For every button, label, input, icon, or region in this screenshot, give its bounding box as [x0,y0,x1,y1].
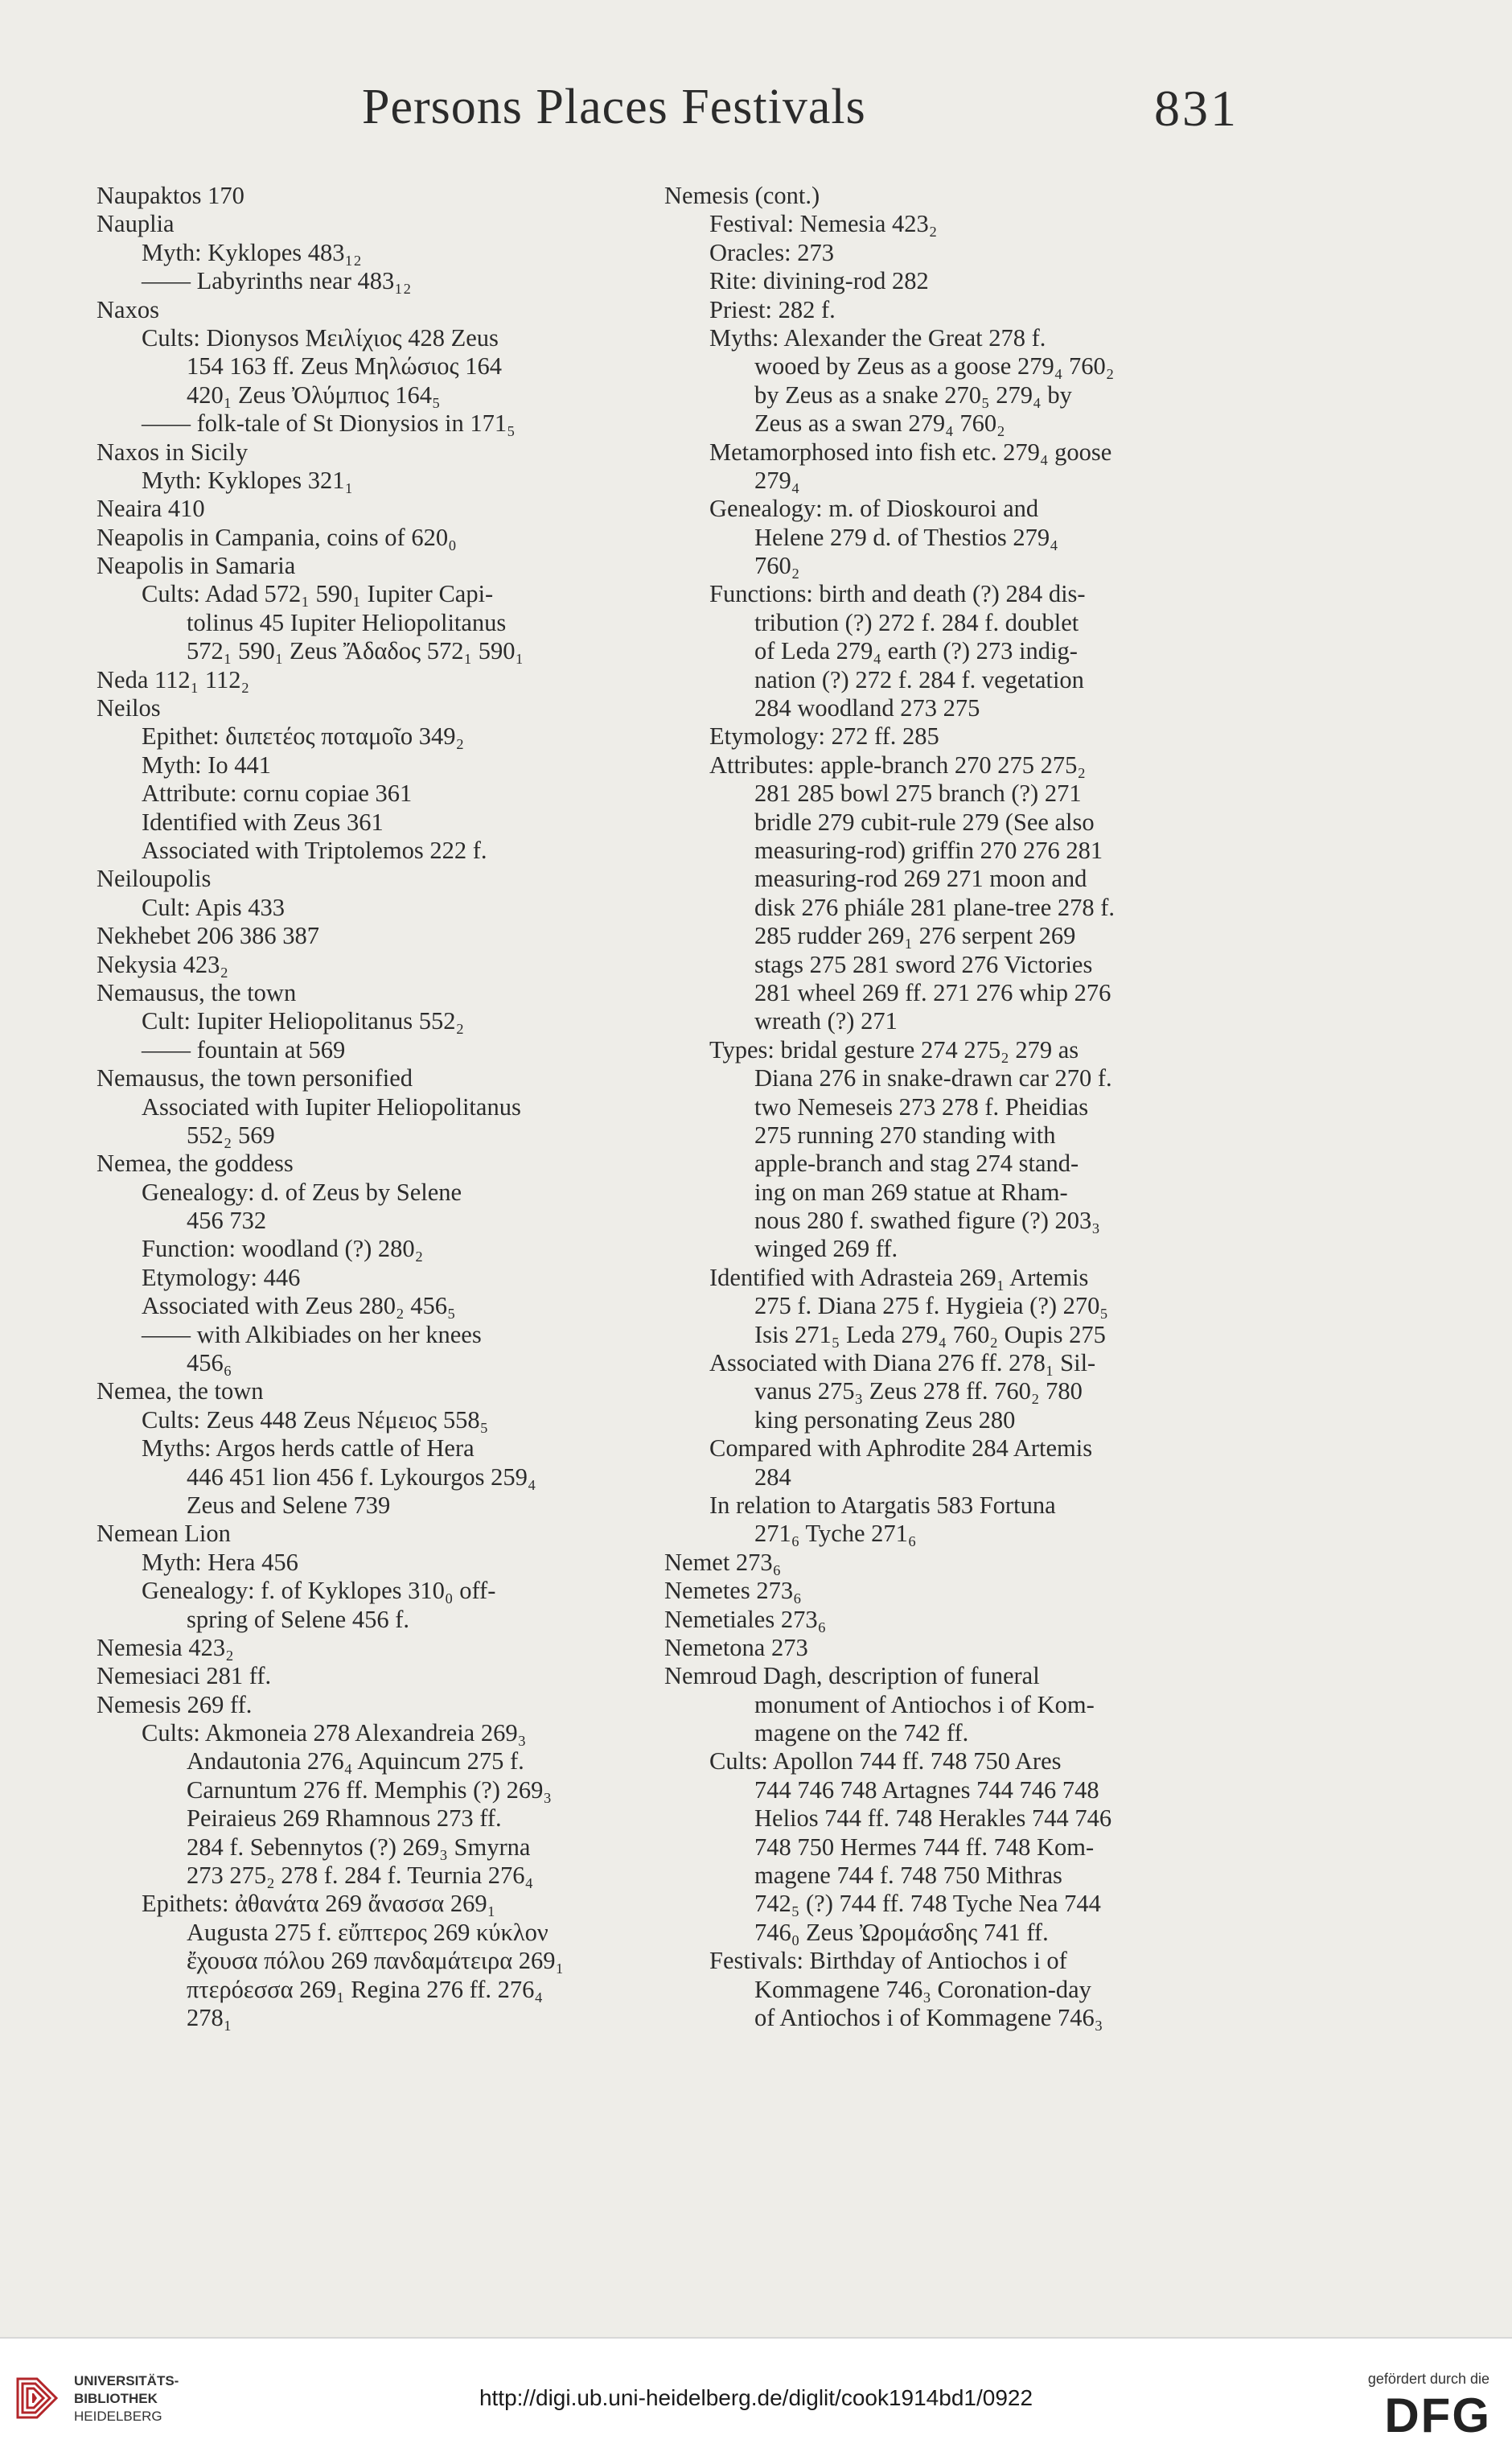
index-entry-line: Myths: Alexander the Great 278 f. [709,323,1046,352]
index-entry-line: Epithets: ἀθανάτα 269 ἄνασσα 269₁ [142,1890,496,1918]
index-entry-line: Neapolis in Samaria [97,552,296,580]
index-entry-line: Identified with Adrasteia 269₁ Artemis [709,1263,1089,1291]
index-entry-line: Nemesia 423₂ [97,1633,234,1661]
index-entry-line: In relation to Atargatis 583 Fortuna [709,1491,1056,1519]
index-entry-line: magene 744 f. 748 750 Mithras [754,1862,1062,1890]
index-entry-line: Neilos [97,694,161,722]
index-entry-line: Nemausus, the town personified [97,1064,413,1092]
index-entry-line: Cults: Adad 572₁ 590₁ Iupiter Capi- [142,580,494,608]
index-entry-line: Andautonia 276₄ Aquincum 275 f. [187,1747,524,1775]
index-entry-line: king personating Zeus 280 [754,1405,1016,1434]
index-entry-line: Festival: Nemesia 423₂ [709,210,938,238]
index-entry-line: Nemesiaci 281 ff. [97,1662,272,1690]
index-entry-line: Oracles: 273 [709,238,834,266]
index-entry-line: Cults: Apollon 744 ff. 748 750 Ares [709,1747,1062,1775]
index-entry-line: Neaira 410 [97,495,205,523]
index-entry-line: nous 280 f. swathed figure (?) 203₃ [754,1207,1100,1235]
index-entry-line: Function: woodland (?) 280₂ [142,1235,424,1263]
index-entry-line: Nemroud Dagh, description of funeral [664,1662,1040,1690]
index-entry-line: tolinus 45 Iupiter Heliopolitanus [187,608,507,636]
running-head-title: Persons Places Festivals [362,80,866,134]
index-entry-line: Genealogy: f. of Kyklopes 310₀ off- [142,1577,496,1605]
index-entry-line: measuring-rod) griffin 270 276 281 [754,836,1103,864]
index-entry-line: Neda 112₁ 112₂ [97,665,250,693]
index-entry-line: Peiraieus 269 Rhamnous 273 ff. [187,1804,502,1833]
index-entry-line: 279₄ [754,466,800,494]
index-entry-line: Nemea, the goddess [97,1150,294,1178]
index-entry-line: —— Labyrinths near 483₁₂ [142,267,412,295]
index-entry-line: Myths: Argos herds cattle of Hera [142,1434,475,1463]
index-entry-line: Cult: Iupiter Heliopolitanus 552₂ [142,1007,465,1035]
index-entry-line: 746₀ Zeus Ὠρομάσδης 741 ff. [754,1918,1049,1946]
index-entry-line: magene on the 742 ff. [754,1719,969,1747]
index-entry-line: πτερόεσσα 269₁ Regina 276 ff. 276₄ [187,1975,544,2003]
index-entry-line: Cult: Apis 433 [142,893,285,921]
index-entry-line: measuring-rod 269 271 moon and [754,865,1087,893]
index-entry-line: Zeus as a swan 279₄ 760₂ [754,409,1005,438]
index-entry-line: Nemesis 269 ff. [97,1690,253,1718]
index-entry-line: ing on man 269 statue at Rham- [754,1178,1068,1206]
index-entry-line: —— fountain at 569 [142,1035,346,1064]
index-entry-line: Associated with Zeus 280₂ 456₅ [142,1292,456,1320]
index-entry-line: Nemean Lion [97,1520,231,1548]
index-entry-line: ἔχουσα πόλου 269 πανδαμάτειρα 269₁ [187,1947,565,1975]
index-entry-line: by Zeus as a snake 270₅ 279₄ by [754,381,1072,409]
index-entry-line: 760₂ [754,552,800,580]
index-entry-line: 552₂ 569 [187,1121,275,1149]
index-entry-line: Nemetes 273₆ [664,1577,802,1605]
index-entry-line: Nekysia 423₂ [97,950,228,978]
index-entry-line: Helios 744 ff. 748 Herakles 744 746 [754,1804,1112,1833]
index-entry-line: 420₁ Zeus Ὀλύμπιος 164₅ [187,381,441,409]
index-entry-line: tribution (?) 272 f. 284 f. doublet [754,608,1079,636]
index-entry-line: —— folk-tale of St Dionysios in 171₅ [142,409,516,438]
index-entry-line: Attribute: cornu copiae 361 [142,780,413,808]
index-column-right [664,182,1192,2032]
index-entry-line: Helene 279 d. of Thestios 279₄ [754,523,1058,551]
index-entry-line: spring of Selene 456 f. [187,1605,409,1633]
index-entry-line: Myth: Io 441 [142,751,271,779]
index-entry-line: wreath (?) 271 [754,1007,898,1035]
index-entry-line: Neapolis in Campania, coins of 620₀ [97,523,457,551]
index-entry-line: Genealogy: m. of Dioskouroi and [709,495,1039,523]
index-entry-line: bridle 279 cubit-rule 279 (See also [754,808,1095,836]
index-entry-line: 281 wheel 269 ff. 271 276 whip 276 [754,978,1111,1006]
index-entry-line: apple-branch and stag 274 stand- [754,1150,1079,1178]
index-entry-line: 154 163 ff. Zeus Μηλώσιος 164 [187,352,502,381]
index-entry-line: Myth: Kyklopes 321₁ [142,466,354,494]
index-entry-line: Types: bridal gesture 274 275₂ 279 as [709,1035,1079,1064]
index-entry-line: Nemausus, the town [97,978,297,1006]
index-entry-line: Epithet: διιπετέος ποταμοῖο 349₂ [142,722,465,751]
index-entry-line: 281 285 bowl 275 branch (?) 271 [754,780,1082,808]
index-entry-line: Carnuntum 276 ff. Memphis (?) 269₃ [187,1775,552,1804]
index-entry-line: Attributes: apple-branch 270 275 275₂ [709,751,1087,779]
index-entry-line: Zeus and Selene 739 [187,1491,391,1519]
index-entry-line: 275 running 270 standing with [754,1121,1056,1149]
index-entry-line: 284 woodland 273 275 [754,694,980,722]
index-entry-line: Identified with Zeus 361 [142,808,384,836]
index-entry-line: two Nemeseis 273 278 f. Pheidias [754,1092,1089,1121]
index-entry-line: of Antiochos i of Kommagene 746₃ [754,2004,1103,2031]
index-entry-line: 285 rudder 269₁ 276 serpent 269 [754,922,1076,950]
index-entry-line: Associated with Diana 276 ff. 278₁ Sil- [709,1349,1096,1377]
index-entry-line: Cults: Akmoneia 278 Alexandreia 269₃ [142,1719,527,1747]
index-entry-line: 456₆ [187,1349,232,1377]
index-entry-line: Nemetona 273 [664,1633,808,1661]
index-entry-line: 273 275₂ 278 f. 284 f. Teurnia 276₄ [187,1862,534,1890]
index-entry-line: Naupaktos 170 [97,182,244,209]
index-entry-line: nation (?) 272 f. 284 f. vegetation [754,665,1084,693]
index-entry-line: 744 746 748 Artagnes 744 746 748 [754,1775,1099,1804]
index-entry-line: winged 269 ff. [754,1235,898,1263]
index-entry-line: Nekhebet 206 386 387 [97,922,319,950]
index-entry-line: Isis 271₅ Leda 279₄ 760₂ Oupis 275 [754,1320,1106,1348]
index-entry-line: stags 275 281 sword 276 Victories [754,950,1093,978]
index-entry-line: Nauplia [97,210,175,238]
index-entry-line: Metamorphosed into fish etc. 279₄ goose [709,438,1112,466]
index-entry-line: Nemesis (cont.) [664,182,820,209]
index-entry-line: Nemetiales 273₆ [664,1605,827,1633]
library-name-line: UNIVERSITÄTS- [74,2373,179,2388]
index-entry-line: monument of Antiochos i of Kom- [754,1690,1095,1718]
index-entry-line: wooed by Zeus as a goose 279₄ 760₂ [754,352,1115,381]
funder-label: gefördert durch die [1367,2371,1489,2387]
dfg-logo: DFG [1384,2388,1491,2442]
index-entry-line: of Leda 279₄ earth (?) 273 indig- [754,637,1078,665]
index-entry-line: Festivals: Birthday of Antiochos i of [709,1947,1067,1975]
running-head [346,79,1239,151]
index-entry-line: 456 732 [187,1207,267,1235]
viewer-footer [0,2337,1512,2448]
index-entry-line: Nemea, the town [97,1377,264,1405]
index-entry-line: 742₅ (?) 744 ff. 748 Tyche Nea 744 [754,1890,1101,1918]
index-entry-line: vanus 275₃ Zeus 278 ff. 760₂ 780 [754,1377,1083,1405]
index-entry-line: Kommagene 746₃ Coronation-day [754,1975,1091,2003]
index-entry-line: 278₁ [187,2004,232,2031]
index-entry-line: Cults: Dionysos Μειλίχιος 428 Zeus [142,323,499,352]
library-name-line: HEIDELBERG [74,2409,162,2424]
index-entry-line: 446 451 lion 456 f. Lykourgos 259₄ [187,1463,536,1491]
index-entry-line: Etymology: 446 [142,1263,301,1291]
index-entry-line: 748 750 Hermes 744 ff. 748 Kom- [754,1833,1095,1861]
index-entry-line: Diana 276 in snake-drawn car 270 f. [754,1064,1112,1092]
index-entry-line: Myth: Hera 456 [142,1548,298,1576]
library-name-line: BIBLIOTHEK [74,2391,158,2406]
index-entry-line: Associated with Iupiter Heliopolitanus [142,1092,521,1121]
index-entry-line: Myth: Kyklopes 483₁₂ [142,238,362,266]
page-number: 831 [1154,80,1239,137]
index-entry-line: Nemet 273₆ [664,1548,782,1576]
index-entry-line: Priest: 282 f. [709,295,836,323]
index-entry-line: Functions: birth and death (?) 284 dis- [709,580,1086,608]
permalink-url[interactable]: http://digi.ub.uni-heidelberg.de/diglit/cook1914bd1/0922 [479,2385,1033,2410]
index-entry-line: 284 [754,1463,791,1491]
index-column-left [97,182,624,2032]
index-entry-line: Rite: divining-rod 282 [709,267,929,295]
index-entry-line: Naxos in Sicily [97,438,249,466]
index-entry-line: 275 f. Diana 275 f. Hygieia (?) 270₅ [754,1292,1109,1320]
index-entry-line: 572₁ 590₁ Zeus Ἄδαδος 572₁ 590₁ [187,637,524,665]
index-entry-line: disk 276 phiále 281 plane-tree 278 f. [754,893,1116,921]
index-entry-line: Associated with Triptolemos 222 f. [142,836,487,864]
index-entry-line: —— with Alkibiades on her knees [142,1320,482,1348]
index-entry-line: Cults: Zeus 448 Zeus Νέμειος 558₅ [142,1405,489,1434]
index-entry-line: Naxos [97,295,159,323]
index-entry-line: Compared with Aphrodite 284 Artemis [709,1434,1093,1463]
index-entry-line: 284 f. Sebennytos (?) 269₃ Smyrna [187,1833,531,1861]
index-entry-line: Augusta 275 f. εὔπτερος 269 κύκλον [187,1918,549,1946]
index-entry-line: Genealogy: d. of Zeus by Selene [142,1178,462,1206]
index-entry-line: Neiloupolis [97,865,212,893]
index-entry-line: Etymology: 272 ff. 285 [709,722,939,751]
index-entry-line: 271₆ Tyche 271₆ [754,1520,917,1548]
